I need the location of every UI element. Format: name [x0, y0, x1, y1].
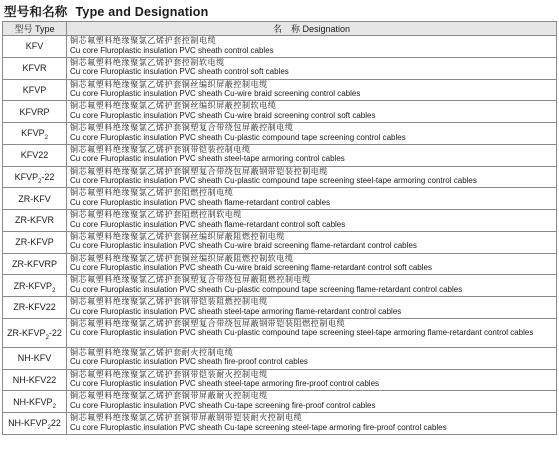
type-designation-table — [2, 21, 557, 435]
type-code: NH-KFV22 — [12, 374, 57, 385]
designation-zh: 铜芯氟塑料绝缘聚氯乙烯护套控制软电缆 — [70, 57, 225, 67]
designation-en: Cu core Fluroplastic insulation PVC sheath Cu-plastic compound tape screening control cables — [70, 132, 406, 142]
type-code: KFV — [25, 41, 44, 52]
header-designation: 名 称 Designation — [67, 22, 557, 36]
designation-zh: 铜芯氟塑料绝缘聚氯乙烯护套铜丝编织屏蔽控制电缆 — [70, 79, 268, 89]
designation-cell — [67, 144, 557, 166]
type-cell — [3, 144, 67, 166]
designation-en: Cu core Fluroplastic insulation PVC sheath Cu-tape screening fire-proof control cables — [70, 400, 376, 410]
type-code: ZR-KFVP — [7, 327, 46, 338]
type-suffix: 22 — [50, 418, 61, 429]
designation-en: Cu core Fluroplastic insulation PVC sheath steel-tape armoring flame-retardant control cables — [70, 306, 402, 316]
table-row — [3, 79, 557, 101]
designation-cell — [67, 57, 557, 79]
header-type: 型号 Type — [3, 22, 67, 36]
designation-cell — [67, 101, 557, 123]
designation-cell — [67, 210, 557, 232]
designation-zh: 铜芯氟塑料绝缘聚氯乙烯护套铜丝编织屏蔽阻燃控制软电缆 — [70, 253, 294, 263]
type-code: KFVP — [14, 171, 39, 182]
type-code: ZR-KFVR — [15, 215, 54, 226]
designation-cell — [67, 391, 557, 413]
type-cell — [3, 297, 67, 319]
designation-zh: 铜芯氟塑料绝缘聚氯乙烯护套铜塑复合带绕包屏蔽控制电缆 — [70, 123, 294, 132]
table-row — [3, 253, 557, 275]
designation-en: Cu core Fluroplastic insulation PVC sheath flame-retardant control cables — [70, 197, 331, 207]
type-cell — [3, 57, 67, 79]
table-row — [3, 36, 557, 58]
designation-zh: 铜芯氟塑料绝缘聚氯乙烯护套钢带铠装耐火控制电缆 — [70, 369, 268, 379]
type-cell — [3, 347, 67, 369]
type-subscript: 2 — [38, 178, 42, 185]
designation-en: Cu core Fluroplastic insulation PVC sheath Cu-plastic compound tape screening flame-retardant control cables — [70, 284, 463, 294]
designation-cell — [67, 318, 557, 347]
designation-en: Cu core Fluroplastic insulation PVC sheath flame-retardant control soft cables — [70, 219, 346, 229]
table-row — [3, 297, 557, 319]
designation-zh: 铜芯氟塑料绝缘聚氯乙烯护套铜带屏蔽耐火控制电缆 — [70, 391, 268, 401]
designation-cell — [67, 36, 557, 58]
type-suffix: -22 — [41, 171, 55, 182]
designation-zh: 铜芯氟塑料绝缘聚氯乙烯护套阻燃控制电缆 — [70, 188, 234, 198]
type-code: NH-KFVP — [13, 396, 53, 407]
type-subscript: 2 — [44, 135, 48, 142]
type-cell — [3, 166, 67, 188]
table-row — [3, 347, 557, 369]
designation-cell — [67, 369, 557, 391]
designation-en: Cu core Fluroplastic insulation PVC sheath Cu-wire braid screening flame-retardant control cables — [70, 241, 417, 251]
designation-zh: 铜芯氟塑料绝缘聚氯乙烯护套控制电缆 — [70, 36, 217, 45]
designation-cell — [67, 166, 557, 188]
designation-en: Cu core Fluroplastic insulation PVC sheath control soft cables — [70, 67, 289, 77]
designation-en: Cu core Fluroplastic insulation PVC sheath Cu-wire braid screening control cables — [70, 89, 361, 98]
designation-zh: 铜芯氟塑料绝缘聚氯乙烯护套铜塑复合带绕包屏蔽钢带铠装控制电缆 — [70, 166, 328, 176]
designation-zh: 铜芯氟塑料绝缘聚氯乙烯护套耐火控制电缆 — [70, 347, 234, 357]
designation-zh: 铜芯氟塑料绝缘聚氯乙烯护套铜丝编织屏蔽阻燃控制电缆 — [70, 231, 285, 241]
type-code: ZR-KFV22 — [13, 302, 56, 313]
designation-en: Cu core Fluroplastic insulation PVC sheath Cu-tape screening steel-tape armoring fire-proof control cables — [70, 422, 447, 432]
table-header-row — [3, 22, 557, 36]
type-subscript: 2 — [52, 403, 56, 410]
type-cell — [3, 231, 67, 253]
type-cell — [3, 253, 67, 275]
type-cell — [3, 123, 67, 145]
designation-zh: 铜芯氟塑料绝缘聚氯乙烯护套钢带铠装控制电缆 — [70, 144, 251, 154]
designation-zh: 铜芯氟塑料绝缘聚氯乙烯护套铜带屏蔽钢带铠装耐火控制电缆 — [70, 413, 303, 422]
designation-zh: 铜芯氟塑料绝缘聚氯乙烯护套铜塑复合带绕包屏蔽钢带铠装阻燃控制电缆 — [70, 318, 346, 328]
designation-cell — [67, 297, 557, 319]
type-subscript: 2 — [52, 287, 56, 294]
table-row — [3, 101, 557, 123]
designation-en: Cu core Fluroplastic insulation PVC sheath steel-tape armoring control cables — [70, 154, 345, 164]
type-cell — [3, 369, 67, 391]
type-code: KFV22 — [20, 150, 49, 161]
type-cell — [3, 391, 67, 413]
type-subscript: 2 — [47, 425, 51, 432]
designation-en: Cu core Fluroplastic insulation PVC sheath control cables — [70, 45, 274, 55]
type-cell — [3, 36, 67, 58]
designation-en: Cu core Fluroplastic insulation PVC sheath Cu-plastic compound tape screening steel-tape armoring control cables — [70, 176, 477, 185]
designation-cell — [67, 413, 557, 435]
designation-en: Cu core Fluroplastic insulation PVC sheath Cu-wire braid screening flame-retardant control soft cables — [70, 263, 432, 272]
table-row — [3, 210, 557, 232]
designation-zh: 铜芯氟塑料绝缘聚氯乙烯护套铜塑复合带绕包屏蔽阻燃控制电缆 — [70, 275, 311, 285]
type-code: NH-KFVP — [8, 418, 48, 429]
heading-en: Type and Designation — [75, 5, 209, 19]
heading-zh: 型号和名称 — [4, 5, 68, 19]
table-row — [3, 123, 557, 145]
type-code: KFVP — [22, 84, 47, 95]
designation-zh: 铜芯氟塑料绝缘聚氯乙烯护套钢带铠装阻燃控制电缆 — [70, 297, 268, 306]
type-code: ZR-KFV — [18, 193, 51, 204]
type-code: ZR-KFVP — [13, 280, 53, 291]
type-suffix: -22 — [48, 327, 62, 338]
section-heading — [4, 2, 208, 19]
type-cell — [3, 79, 67, 101]
type-code: KFVR — [22, 63, 47, 74]
type-code: KFVP — [21, 128, 45, 139]
type-code: KFVRP — [19, 106, 50, 117]
table-row — [3, 144, 557, 166]
table-row — [3, 391, 557, 413]
designation-en: Cu core Fluroplastic insulation PVC sheath fire-proof control cables — [70, 357, 308, 367]
type-cell — [3, 275, 67, 297]
designation-cell — [67, 188, 557, 210]
table-row — [3, 318, 557, 347]
table-row — [3, 57, 557, 79]
designation-en: Cu core Fluroplastic insulation PVC sheath Cu-plastic compound tape screening steel-tape armoring flame-retardant control cables — [70, 328, 534, 338]
designation-cell — [67, 123, 557, 145]
designation-cell — [67, 231, 557, 253]
type-cell — [3, 188, 67, 210]
type-code: ZR-KFVRP — [12, 258, 57, 269]
type-cell — [3, 101, 67, 123]
type-subscript: 2 — [45, 334, 49, 341]
table-row — [3, 369, 557, 391]
type-code: ZR-KFVP — [15, 237, 54, 248]
type-cell — [3, 413, 67, 435]
designation-zh: 铜芯氟塑料绝缘聚氯乙烯护套阻燃控制软电缆 — [70, 210, 242, 219]
table-row — [3, 166, 557, 188]
type-cell — [3, 318, 67, 347]
table-row — [3, 188, 557, 210]
designation-cell — [67, 275, 557, 297]
designation-en: Cu core Fluroplastic insulation PVC sheath steel-tape armoring fire-proof control cables — [70, 379, 380, 388]
table-row — [3, 413, 557, 435]
type-code: NH-KFV — [17, 353, 52, 364]
designation-cell — [67, 347, 557, 369]
designation-en: Cu core Fluroplastic insulation PVC sheath Cu-wire braid screening control soft cables — [70, 110, 376, 120]
designation-zh: 铜芯氟塑料绝缘聚氯乙烯护套铜丝编织屏蔽控制软电缆 — [70, 101, 277, 111]
designation-cell — [67, 253, 557, 275]
designation-cell — [67, 79, 557, 101]
type-cell — [3, 210, 67, 232]
table-row — [3, 231, 557, 253]
table-row — [3, 275, 557, 297]
